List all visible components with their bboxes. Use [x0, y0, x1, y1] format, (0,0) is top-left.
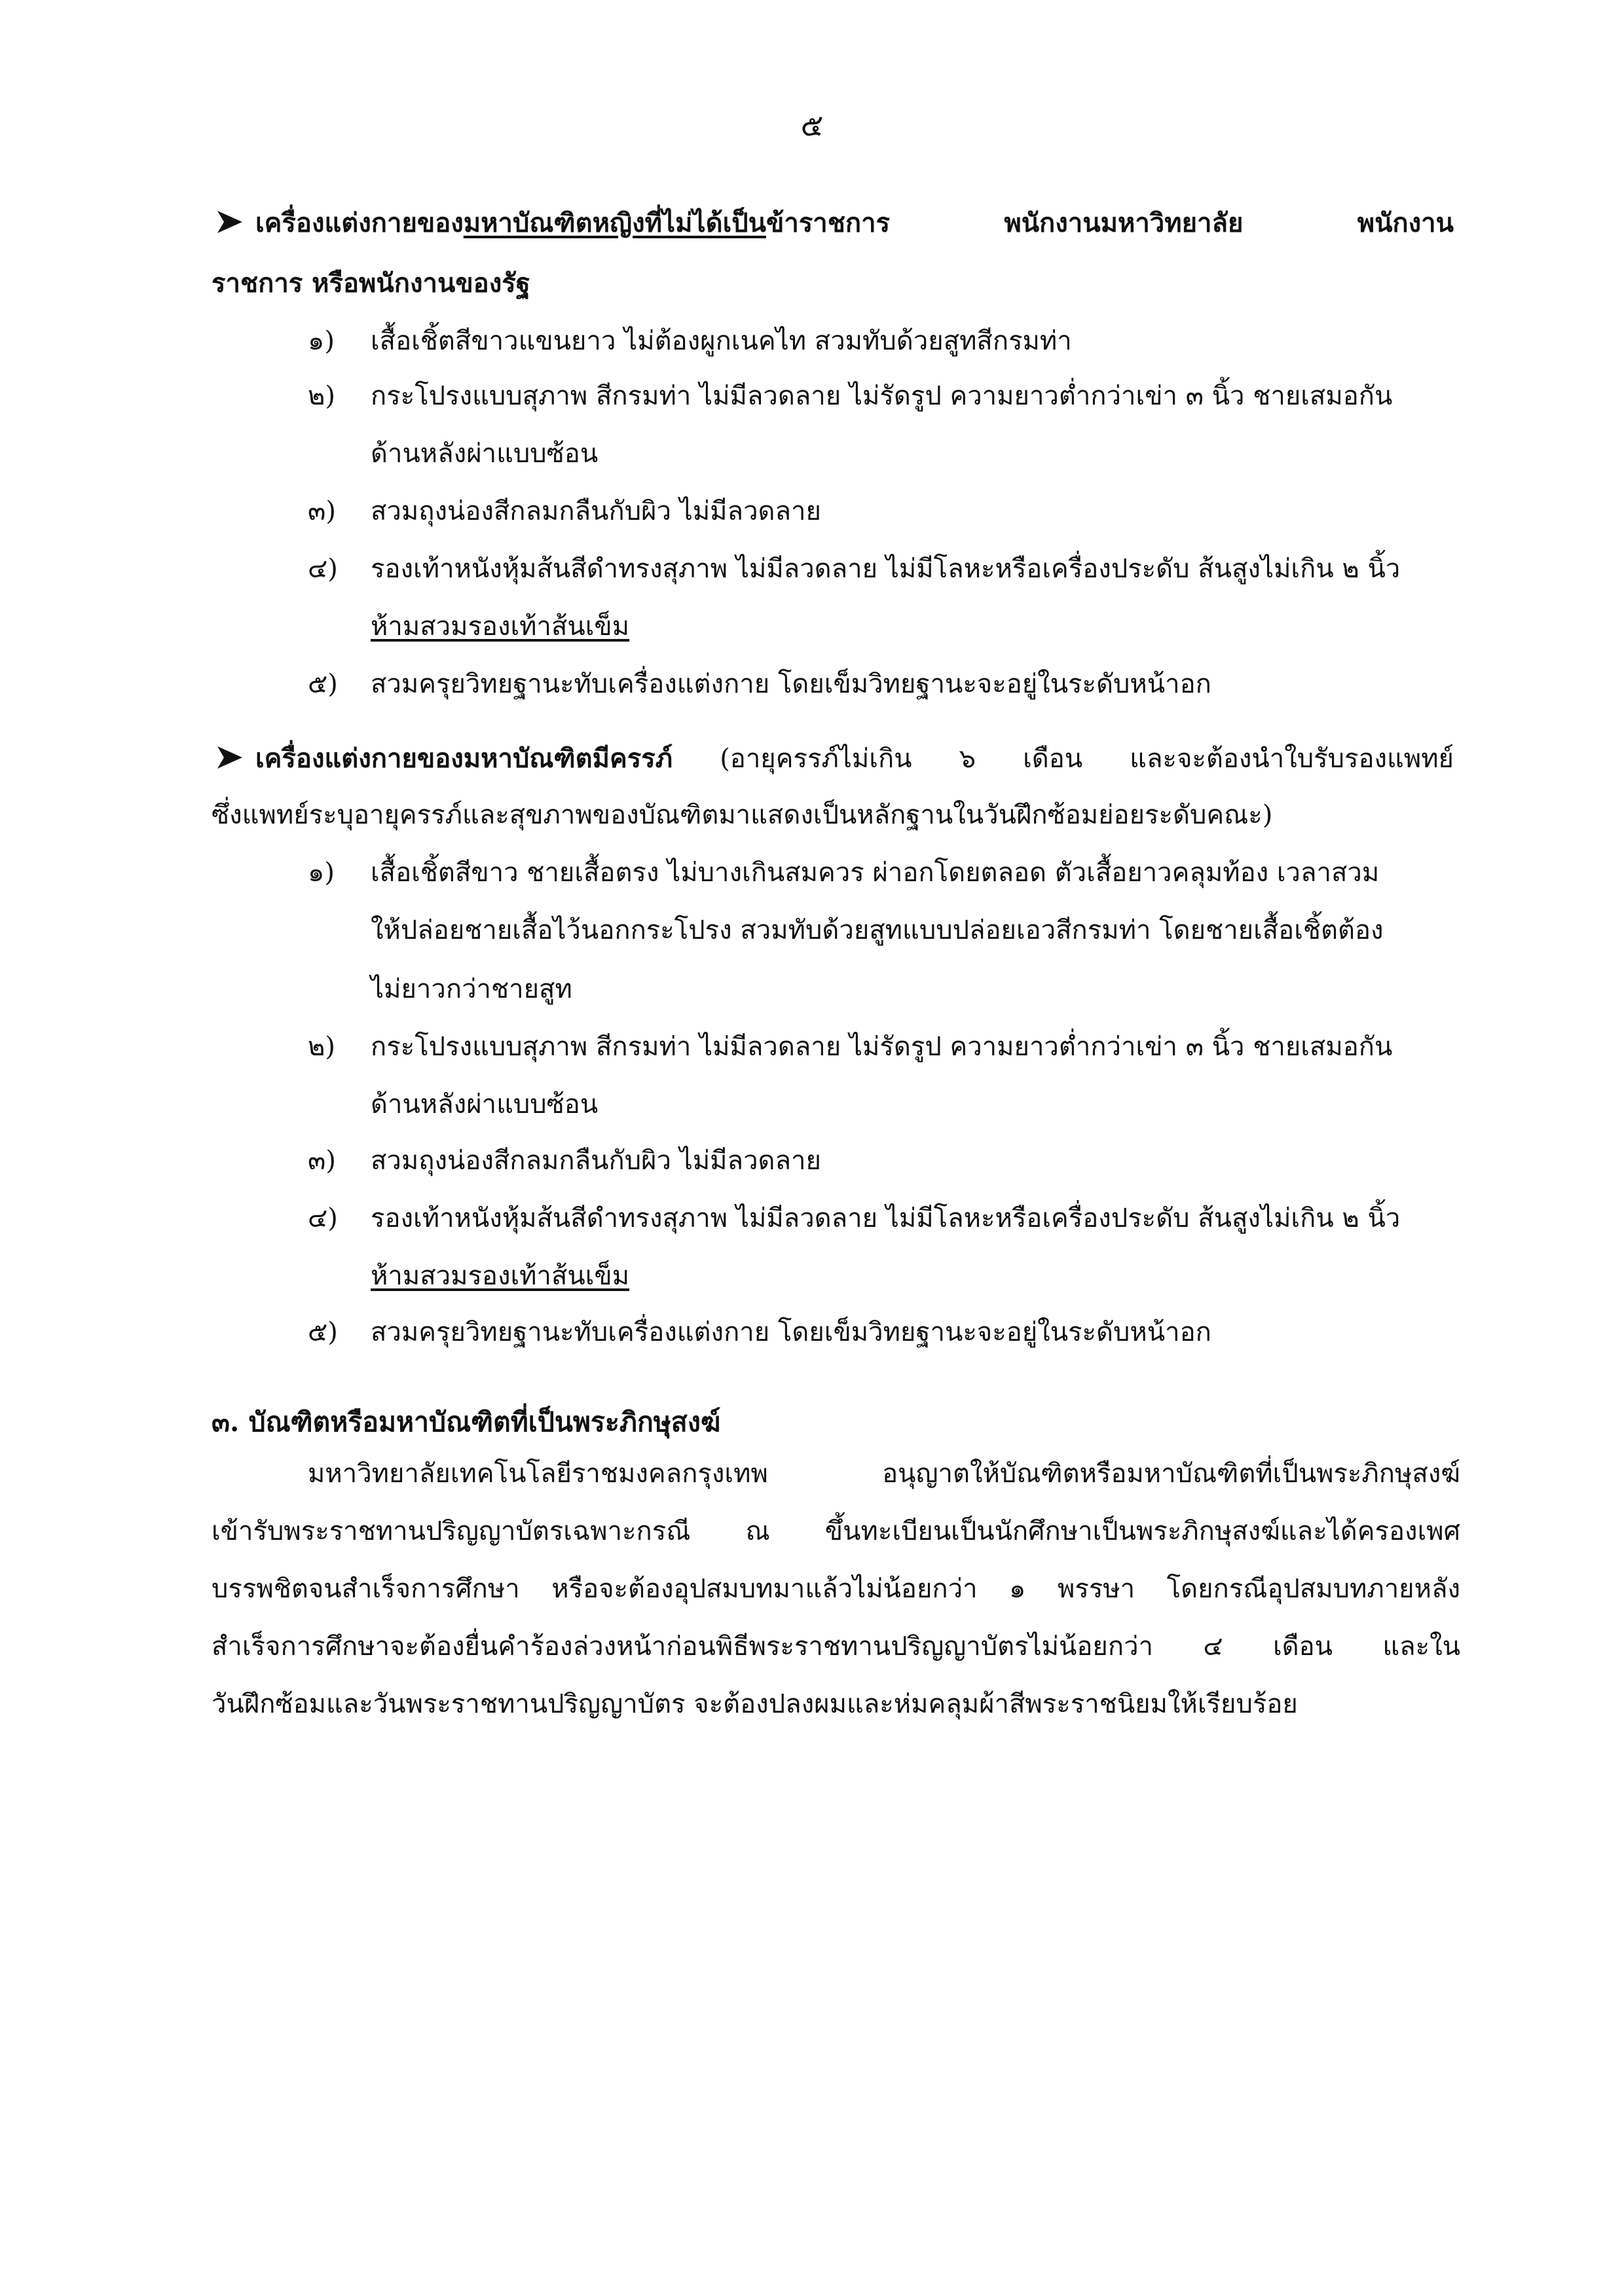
item-text-continued: ห้ามสวมรองเท้าส้นเข็ม [371, 1261, 630, 1291]
section-a-heading-line-2: ราชการ หรือพนักงานของรัฐ [212, 268, 530, 299]
item-text: สวมถุงน่องสีกลมกลืนกับผิว ไม่มีลวดลาย [371, 496, 821, 526]
item-text: รองเท้าหนังหุ้มส้นสีดำทรงสุภาพ ไม่มีลวดลาย ไม่มีโลหะหรือเครื่องประดับ ส้นสูงไม่เกิน ๒ นิ้ว [371, 1203, 1401, 1233]
section-b-heading-rest: (อายุครรภ์ไม่เกิน ๖ เดือน และจะต้องนำใบรับรองแพทย์ [673, 744, 1454, 774]
section-a-heading-prefix: เครื่องแต่งกายของ [255, 208, 464, 238]
item-number: ๒) [308, 1032, 335, 1062]
item-number: ๓) [308, 496, 336, 526]
arrow-bullet-icon [216, 210, 244, 234]
section-b-heading [255, 744, 1454, 774]
item-text-continued: ห้ามสวมรองเท้าส้นเข็ม [371, 611, 630, 642]
section-a-heading-line [255, 208, 1454, 238]
page-number: ๕ [800, 107, 824, 143]
paragraph-line [212, 1631, 1460, 1662]
section-a-heading-underlined: มหาบัณฑิตหญิงที่ไม่ได้เป็น [463, 208, 766, 238]
section-a-heading [255, 208, 1454, 238]
item-text: รองเท้าหนังหุ้มส้นสีดำทรงสุภาพ ไม่มีลวดลาย ไม่มีโลหะหรือเครื่องประดับ ส้นสูงไม่เกิน ๒ นิ้ว [371, 554, 1401, 584]
paragraph-line-text: สำเร็จการศึกษาจะต้องยื่นคำร้องล่วงหน้าก่อนพิธีพระราชทานปริญญาบัตรไม่น้อยกว่า ๔ เดือน และใน [212, 1631, 1460, 1662]
paragraph-line-text: วันฝึกซ้อมและวันพระราชทานปริญญาบัตร จะต้องปลงผมและห่มคลุมผ้าสีพระราชนิยมให้เรียบร้อย [212, 1689, 1298, 1719]
item-text: สวมถุงน่องสีกลมกลืนกับผิว ไม่มีลวดลาย [371, 1146, 821, 1176]
paragraph-line-text: มหาวิทยาลัยเทคโนโลยีราชมงคลกรุงเทพ อนุญาตให้บัณฑิตหรือมหาบัณฑิตที่เป็นพระภิกษุสงฆ์ [308, 1459, 1460, 1489]
section-b-heading-line [255, 744, 1454, 774]
item-text: สวมครุยวิทยฐานะทับเครื่องแต่งกาย โดยเข็มวิทยฐานะจะอยู่ในระดับหน้าอก [371, 669, 1211, 699]
item-text: เสื้อเชิ้ตสีขาว ชายเสื้อตรง ไม่บางเกินสมควร ผ่าอกโดยตลอด ตัวเสื้อยาวคลุมท้อง เวลาสวม [371, 858, 1380, 888]
item-number: ๕) [308, 669, 338, 699]
item-text-continued: ให้ปล่อยชายเสื้อไว้นอกกระโปรง สวมทับด้วยสูทแบบปล่อยเอวสีกรมท่า โดยชายเสื้อเชิ้ตต้อง [371, 915, 1384, 945]
item-text: กระโปรงแบบสุภาพ สีกรมท่า ไม่มีลวดลาย ไม่รัดรูป ความยาวต่ำกว่าเข่า ๓ นิ้ว ชายเสมอกัน [371, 1032, 1393, 1062]
item-text-continued: ด้านหลังผ่าแบบซ้อน [371, 439, 599, 469]
item-number: ๔) [308, 1203, 338, 1233]
paragraph-line [212, 1574, 1460, 1604]
paragraph-line-text: บรรพชิตจนสำเร็จการศึกษา หรือจะต้องอุปสมบทมาแล้วไม่น้อยกว่า ๑ พรรษา โดยกรณีอุปสมบทภายหลัง [212, 1574, 1460, 1604]
item-number: ๑) [308, 326, 335, 356]
paragraph-line [212, 1459, 1460, 1489]
item-text: กระโปรงแบบสุภาพ สีกรมท่า ไม่มีลวดลาย ไม่รัดรูป ความยาวต่ำกว่าเข่า ๓ นิ้ว ชายเสมอกัน [371, 381, 1393, 411]
item-text: เสื้อเชิ้ตสีขาวแขนยาว ไม่ต้องผูกเนคไท สวมทับด้วยสูทสีกรมท่า [371, 326, 1072, 356]
section-a-heading-suffix: ข้าราชการ พนักงานมหาวิทยาลัย พนักงาน [766, 208, 1454, 238]
paragraph-line [212, 1689, 1460, 1719]
item-text: สวมครุยวิทยฐานะทับเครื่องแต่งกาย โดยเข็มวิทยฐานะจะอยู่ในระดับหน้าอก [371, 1317, 1211, 1347]
item-number: ๔) [308, 554, 338, 584]
paragraph-line-text: เข้ารับพระราชทานปริญญาบัตรเฉพาะกรณี ณ ขึ้นทะเบียนเป็นนักศึกษาเป็นพระภิกษุสงฆ์และได้ครองเพศ [212, 1516, 1460, 1546]
item-number: ๕) [308, 1317, 338, 1347]
section-b-heading-line-2: ซึ่งแพทย์ระบุอายุครรภ์และสุขภาพของบัณฑิตมาแสดงเป็นหลักฐานในวันฝึกซ้อมย่อยระดับคณะ) [212, 800, 1273, 830]
item-number: ๓) [308, 1146, 336, 1176]
section-b-heading-bold: เครื่องแต่งกายของมหาบัณฑิตมีครรภ์ [255, 743, 673, 774]
item-number: ๑) [308, 858, 335, 888]
item-number: ๒) [308, 381, 335, 411]
paragraph-line [212, 1516, 1460, 1546]
item-text-continued: ด้านหลังผ่าแบบซ้อน [371, 1089, 599, 1120]
arrow-bullet-icon [216, 745, 244, 770]
section-3-title: ๓. บัณฑิตหรือมหาบัณฑิตที่เป็นพระภิกษุสงฆ์ [212, 1406, 721, 1438]
item-text-continued: ไม่ยาวกว่าชายสูท [371, 974, 572, 1004]
